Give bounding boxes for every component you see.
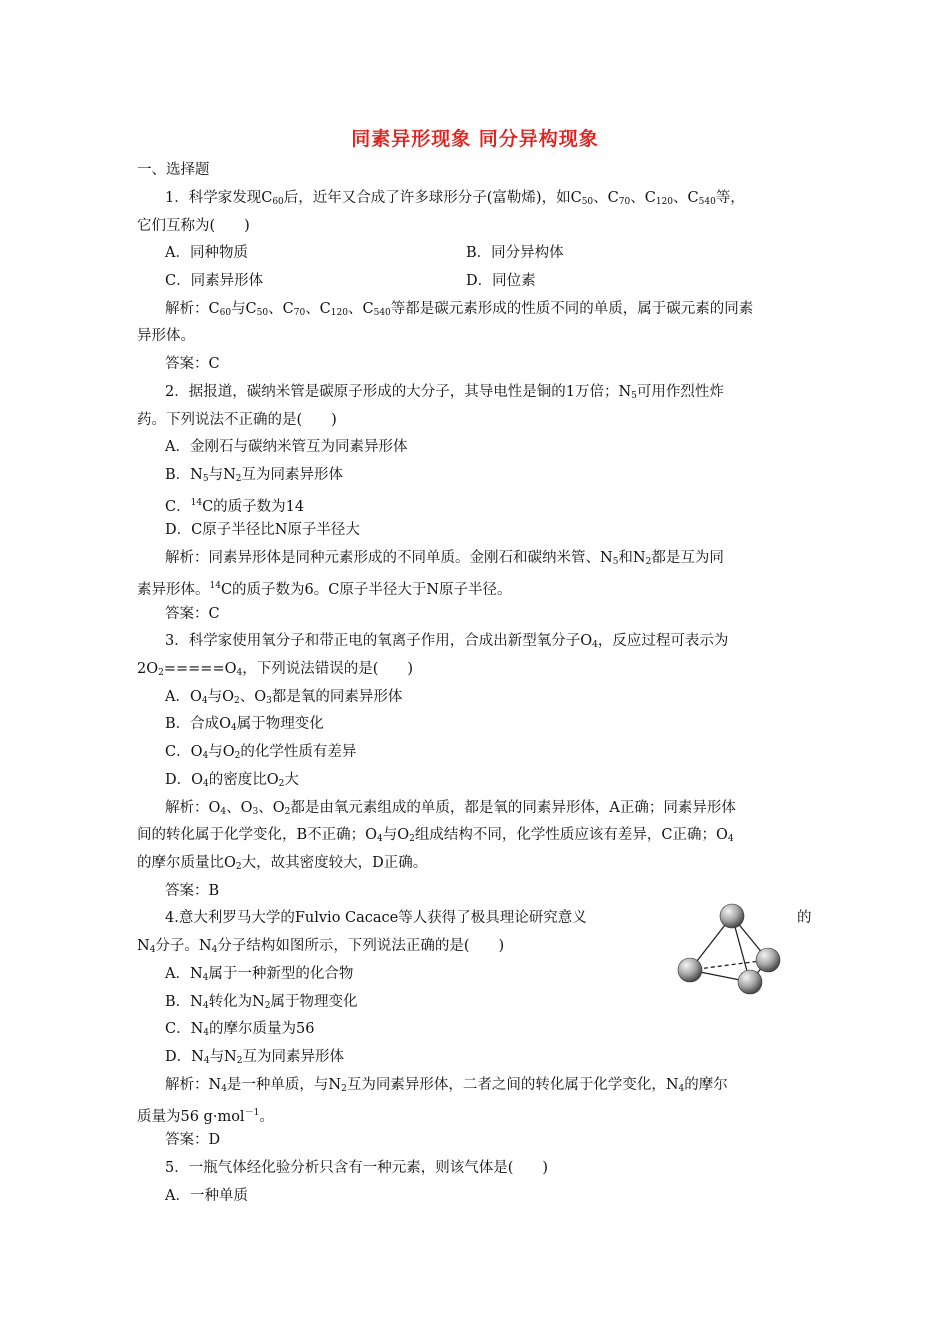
q2-answer: 答案：C <box>165 606 220 622</box>
q1-stem-cont: 它们互称为( ) <box>137 218 250 234</box>
n4-molecule-tetrahedron-icon <box>670 898 790 998</box>
q3-explanation-end: 的摩尔质量比$O_2$大，故其密度较大，D正确。 <box>137 855 428 872</box>
q2-explanation: 解析：同素异形体是同种元素形成的不同单质。金刚石和碳纳米管、$N_5$和$N_2$都是互为同 <box>165 550 724 567</box>
q4-answer: 答案：D <box>165 1132 221 1148</box>
atom-right <box>756 948 780 972</box>
q4-option-b: B．$N_4$转化为$N_2$属于物理变化 <box>165 994 358 1011</box>
q2-option-d: D．C原子半径比N原子半径大 <box>165 522 360 538</box>
q4-explanation: 解析：$N_4$是一种单质，与$N_2$互为同素异形体，二者之间的转化属于化学变化，$N_4$的摩尔 <box>165 1077 728 1094</box>
atom-left <box>678 958 702 982</box>
q2-option-a: A．金刚石与碳纳米管互为同素异形体 <box>165 439 408 455</box>
q3-equation: $2O_2=====O_4$，下列说法错误的是( ) <box>137 661 414 678</box>
q3-option-d: D．$O_4$的密度比$O_2$大 <box>165 772 299 789</box>
atom-top <box>720 904 744 928</box>
q2-option-b: B．$N_5$与$N_2$互为同素异形体 <box>165 467 343 484</box>
q1-explanation-cont: 异形体。 <box>137 328 195 344</box>
q4-stem-cont: $N_4$分子。$N_4$分子结构如图所示，下列说法正确的是( ) <box>137 938 505 955</box>
q5-stem: 5．一瓶气体经化验分析只含有一种元素，则该气体是( ) <box>165 1160 549 1176</box>
q4-option-a: A．$N_4$属于一种新型的化合物 <box>165 966 354 983</box>
q2-stem-cont: 药。下列说法不正确的是( ) <box>137 412 337 428</box>
section-heading: 一、选择题 <box>137 162 210 178</box>
q2-stem: 2．据报道，碳纳米管是碳原子形成的大分子，其导电性是铜的1万倍；$N_5$可用作烈性炸 <box>165 384 724 401</box>
q3-option-b: B．合成$O_4$属于物理变化 <box>165 716 324 733</box>
q1-answer: 答案：C <box>165 356 220 372</box>
page-title: 同素异形现象 同分异构现象 <box>351 128 599 150</box>
q4-option-c: C．$N_4$的摩尔质量为56 <box>165 1021 315 1038</box>
q3-explanation: 解析：$O_4$、$O_3$、$O_2$都是由氧元素组成的单质，都是氧的同素异形体，A正确；同素异形体 <box>165 800 736 817</box>
q4-explanation-cont: 质量为56 g·mol$^{-1}$。 <box>137 1108 274 1125</box>
q3-option-a: A．$O_4$与$O_2$、$O_3$都是氧的同素异形体 <box>165 689 403 706</box>
atom-front <box>738 970 762 994</box>
q1-option-b: B．同分异构体 <box>466 245 564 261</box>
q1-option-a: A．同种物质 <box>165 245 248 261</box>
q3-explanation-cont: 间的转化属于化学变化，B不正确；$O_4$与$O_2$组成结构不同，化学性质应该有差异，C正确；$O_4$ <box>137 827 734 844</box>
q2-explanation-cont: 素异形体。$^{14}$C的质子数为6。C原子半径大于N原子半径。 <box>137 581 512 598</box>
q1-option-c: C．同素异形体 <box>165 273 264 289</box>
q4-stem: 4.意大利罗马大学的Fulvio Cacace等人获得了极具理论研究意义 的 <box>165 910 812 926</box>
q1-option-d: D．同位素 <box>466 273 536 289</box>
q4-option-d: D．$N_4$与$N_2$互为同素异形体 <box>165 1049 344 1066</box>
q2-option-c: C．$^{14}$C的质子数为14 <box>165 498 305 515</box>
q5-option-a: A．一种单质 <box>165 1188 248 1204</box>
q3-stem: 3．科学家使用氧分子和带正电的氧离子作用，合成出新型氧分子$O_4$，反应过程可表示为 <box>165 633 729 650</box>
q3-answer: 答案：B <box>165 883 220 899</box>
q1-stem: 1．科学家发现$C_{60}$后，近年又合成了许多球形分子(富勒烯)，如$C_{50}$、$C_{70}$、$C_{120}$、$C_{540}$等， <box>165 190 745 207</box>
q3-option-c: C．$O_4$与$O_2$的化学性质有差异 <box>165 744 357 761</box>
q1-explanation: 解析：$C_{60}$与$C_{50}$、$C_{70}$、$C_{120}$、$C_{540}$等都是碳元素形成的性质不同的单质，属于碳元素的同素 <box>165 301 754 318</box>
